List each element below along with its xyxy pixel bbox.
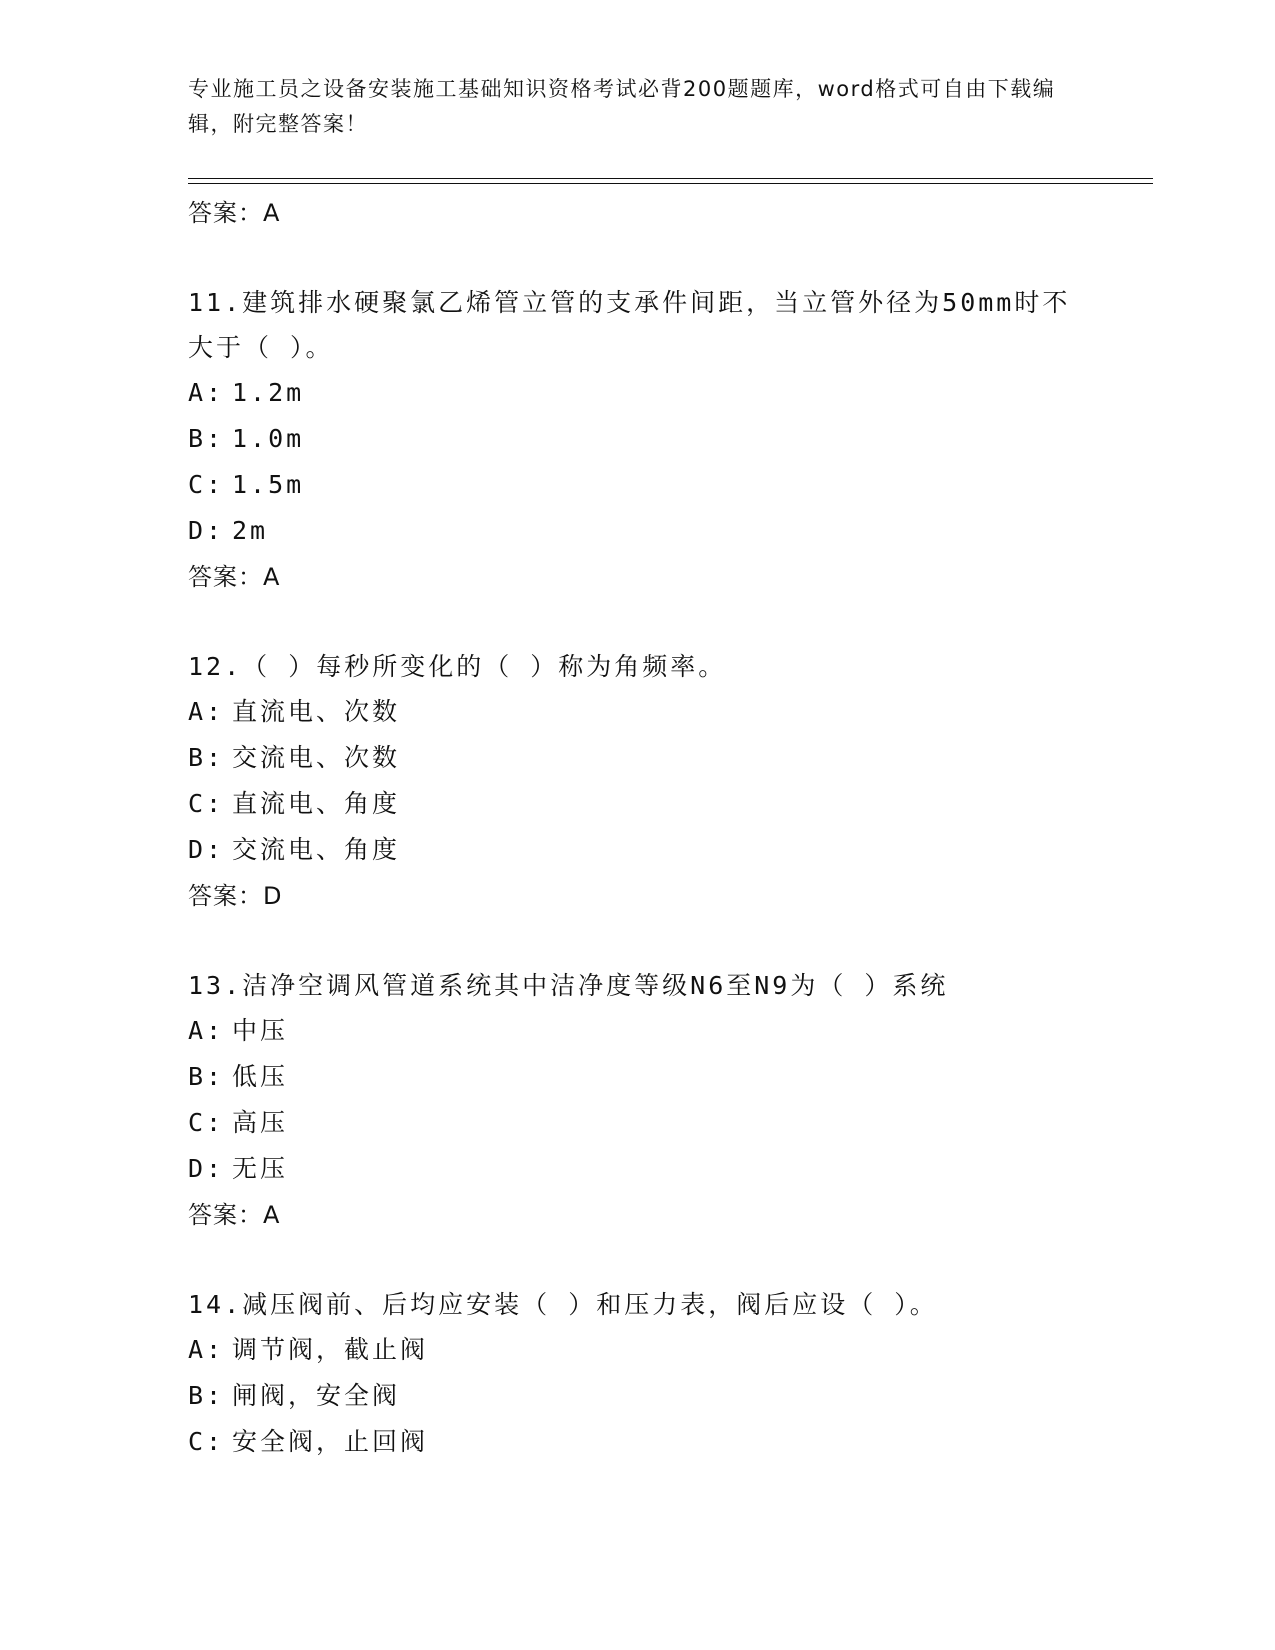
header-rule-bottom: [188, 183, 1153, 184]
option-letter: C:: [188, 789, 225, 818]
answer: 答案：A: [188, 563, 281, 591]
option-text: 2m: [232, 516, 269, 545]
question-block-11: [188, 280, 1088, 600]
question-stem: 12.（ ）每秒所变化的（ ）称为角频率。: [188, 652, 727, 681]
question-stem: 14.减压阀前、后均应安装（ ）和压力表，阀后应设（ ）。: [188, 1290, 938, 1319]
option-text: 无压: [232, 1154, 289, 1183]
option-letter: C:: [188, 470, 225, 499]
header-rule-top: [188, 178, 1153, 179]
option-text: 中压: [232, 1016, 289, 1045]
option-letter: A:: [188, 1016, 225, 1045]
option-text: 1.0m: [232, 424, 305, 453]
option-a: [188, 689, 1088, 735]
answer-prev: 答案：A: [188, 199, 281, 227]
option-letter: C:: [188, 1427, 225, 1456]
option-letter: B:: [188, 1062, 225, 1091]
option-a: [188, 1327, 1088, 1373]
document-header: 专业施工员之设备安装施工基础知识资格考试必背200题题库，word格式可自由下载编辑，附完整答案！: [188, 77, 1056, 136]
document-body: [188, 190, 1088, 1465]
option-letter: D:: [188, 1154, 225, 1183]
option-b: [188, 735, 1088, 781]
answer: 答案：D: [188, 882, 283, 910]
option-letter: A:: [188, 378, 225, 407]
option-b: [188, 1373, 1088, 1419]
option-text: 1.5m: [232, 470, 305, 499]
option-c: [188, 1100, 1088, 1146]
option-letter: B:: [188, 1381, 225, 1410]
option-b: [188, 1054, 1088, 1100]
option-letter: B:: [188, 424, 225, 453]
option-text: 高压: [232, 1108, 289, 1137]
option-text: 直流电、角度: [232, 789, 401, 818]
option-text: 安全阀，止回阀: [232, 1427, 429, 1456]
option-c: [188, 462, 1088, 508]
option-letter: D:: [188, 516, 225, 545]
option-text: 直流电、次数: [232, 697, 401, 726]
option-letter: C:: [188, 1108, 225, 1137]
question-block-14: [188, 1282, 1088, 1465]
option-d: [188, 1146, 1088, 1192]
option-b: [188, 416, 1088, 462]
option-text: 1.2m: [232, 378, 305, 407]
option-c: [188, 1419, 1088, 1465]
option-d: [188, 508, 1088, 554]
question-block-12: [188, 644, 1088, 919]
option-a: [188, 370, 1088, 416]
option-text: 调节阀，截止阀: [232, 1335, 429, 1364]
option-letter: B:: [188, 743, 225, 772]
option-text: 低压: [232, 1062, 289, 1091]
option-text: 交流电、次数: [232, 743, 401, 772]
option-d: [188, 827, 1088, 873]
option-letter: D:: [188, 835, 225, 864]
option-text: 交流电、角度: [232, 835, 401, 864]
answer: 答案：A: [188, 1201, 281, 1229]
option-text: 闸阀，安全阀: [232, 1381, 401, 1410]
question-block-13: [188, 963, 1088, 1238]
option-a: [188, 1008, 1088, 1054]
question-stem: 13.洁净空调风管道系统其中洁净度等级N6至N9为（ ）系统: [188, 971, 949, 1000]
option-letter: A:: [188, 1335, 225, 1364]
option-c: [188, 781, 1088, 827]
option-letter: A:: [188, 697, 225, 726]
question-stem: 11.建筑排水硬聚氯乙烯管立管的支承件间距，当立管外径为50mm时不大于（ ）。: [188, 288, 1071, 362]
